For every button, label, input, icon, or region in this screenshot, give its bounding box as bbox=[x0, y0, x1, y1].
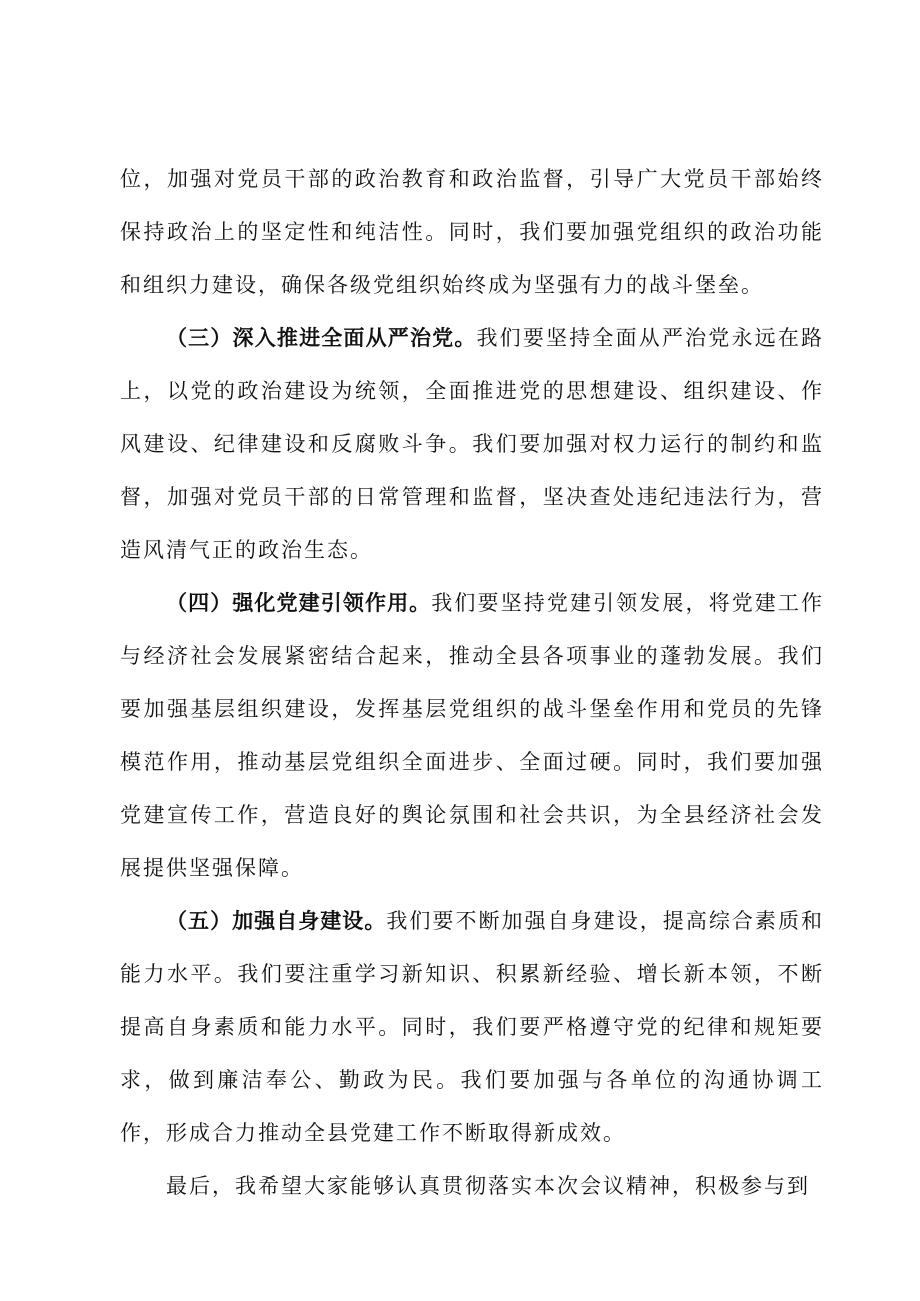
section-heading: （四）强化党建引领作用。 bbox=[166, 591, 432, 615]
paragraph-text: 最后，我希望大家能够认真贯彻落实本次会议精神，积极参与到 bbox=[166, 1174, 810, 1198]
paragraph-section-3 bbox=[120, 312, 824, 577]
paragraph-section-4 bbox=[120, 577, 824, 895]
paragraph-closing bbox=[120, 1160, 824, 1213]
paragraph-text: 我们要不断加强自身建设，提高综合素质和能力水平。我们要注重学习新知识、积累新经验、增长新本领，不断提高自身素质和能力水平。同时，我们要严格遵守党的纪律和规矩要求，做到廉洁奉公、勤政为民。我们要加强与各单位的沟通协调工作，形成合力推动全县党建工作不断取得新成效。 bbox=[120, 909, 825, 1145]
paragraph-continuation bbox=[120, 153, 824, 312]
paragraph-text: 我们要坚持全面从严治党永远在路上，以党的政治建设为统领，全面推进党的思想建设、组织建设、作风建设、纪律建设和反腐败斗争。我们要加强对权力运行的制约和监督，加强对党员干部的日常管理和监督，坚决查处违纪违法行为，营造风清气正的政治生态。 bbox=[120, 326, 824, 562]
paragraph-text: 我们要坚持党建引领发展，将党建工作与经济社会发展紧密结合起来，推动全县各项事业的蓬勃发展。我们要加强基层组织建设，发挥基层党组织的战斗堡垒作用和党员的先锋模范作用，推动基层党组织全面进步、全面过硬。同时，我们要加强党建宣传工作，营造良好的舆论氛围和社会共识，为全县经济社会发展提供坚强保障。 bbox=[120, 591, 825, 880]
paragraph-text: 位，加强对党员干部的政治教育和政治监督，引导广大党员干部始终保持政治上的坚定性和纯洁性。同时，我们要加强党组织的政治功能和组织力建设，确保各级党组织始终成为坚强有力的战斗堡垒。 bbox=[120, 167, 824, 297]
section-heading: （五）加强自身建设。 bbox=[166, 909, 387, 933]
paragraph-section-5 bbox=[120, 895, 824, 1160]
section-heading: （三）深入推进全面从严治党。 bbox=[166, 326, 477, 350]
document-body bbox=[120, 153, 824, 1213]
